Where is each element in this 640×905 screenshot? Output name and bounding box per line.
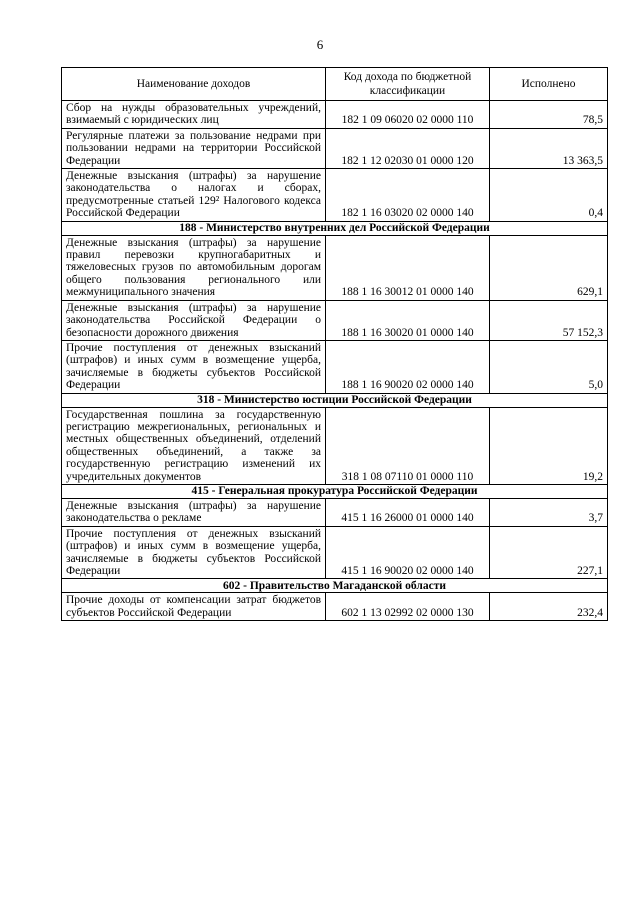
revenue-name: Денежные взыскания (штрафы) за нарушение законодательства о налогах и сборах, предусмотренные статьей 129² Налогового кодекса Российской Федерации (62, 169, 326, 222)
header-name: Наименование доходов (62, 68, 326, 101)
header-value: Исполнено (490, 68, 608, 101)
revenue-value: 3,7 (490, 498, 608, 526)
table-row (62, 340, 608, 393)
revenue-code: 415 1 16 26000 01 0000 140 (326, 498, 490, 526)
revenue-table (61, 67, 608, 621)
revenue-code: 188 1 16 30020 01 0000 140 (326, 300, 490, 340)
section-title: 318 - Министерство юстиции Российской Федерации (62, 393, 608, 407)
revenue-name: Денежные взыскания (штрафы) за нарушение правил перевозки крупногабаритных и тяжеловесных грузов по автомобильным дорогам общего пользования регионального или межмуниципального значения (62, 235, 326, 300)
revenue-code: 182 1 16 03020 02 0000 140 (326, 169, 490, 222)
revenue-value: 78,5 (490, 101, 608, 129)
revenue-name: Государственная пошлина за государственную регистрацию межрегиональных, региональных и местных общественных объединений, отделений общественных объединений, а также за государственную регистрацию изменений их учредительных документов (62, 407, 326, 484)
revenue-name: Прочие поступления от денежных взысканий (штрафов) и иных сумм в возмещение ущерба, зачисляемые в бюджеты субъектов Российской Федерации (62, 340, 326, 393)
revenue-name: Сбор на нужды образовательных учреждений, взимаемый с юридических лиц (62, 101, 326, 129)
section-row (62, 484, 608, 498)
revenue-name: Денежные взыскания (штрафы) за нарушение законодательства о рекламе (62, 498, 326, 526)
table-row (62, 300, 608, 340)
table-row (62, 593, 608, 621)
header-code: Код дохода по бюджетной классификации (326, 68, 490, 101)
table-row (62, 407, 608, 484)
revenue-value: 13 363,5 (490, 128, 608, 168)
section-title: 415 - Генеральная прокуратура Российской Федерации (62, 484, 608, 498)
revenue-value: 0,4 (490, 169, 608, 222)
revenue-code: 188 1 16 90020 02 0000 140 (326, 340, 490, 393)
section-row (62, 393, 608, 407)
table-header-row (62, 68, 608, 101)
revenue-value: 232,4 (490, 593, 608, 621)
revenue-code: 415 1 16 90020 02 0000 140 (326, 526, 490, 579)
revenue-code: 188 1 16 30012 01 0000 140 (326, 235, 490, 300)
revenue-code: 182 1 12 02030 01 0000 120 (326, 128, 490, 168)
revenue-value: 227,1 (490, 526, 608, 579)
revenue-name: Прочие поступления от денежных взысканий (штрафов) и иных сумм в возмещение ущерба, зачисляемые в бюджеты субъектов Российской Федерации (62, 526, 326, 579)
revenue-value: 5,0 (490, 340, 608, 393)
section-title: 188 - Министерство внутренних дел Российской Федерации (62, 221, 608, 235)
page-number: 6 (316, 37, 324, 52)
revenue-name: Денежные взыскания (штрафы) за нарушение законодательства Российской Федерации о безопасности дорожного движения (62, 300, 326, 340)
table-row (62, 235, 608, 300)
revenue-code: 318 1 08 07110 01 0000 110 (326, 407, 490, 484)
table-row (62, 128, 608, 168)
revenue-code: 602 1 13 02992 02 0000 130 (326, 593, 490, 621)
revenue-code: 182 1 09 06020 02 0000 110 (326, 101, 490, 129)
table-row (62, 526, 608, 579)
table-row (62, 169, 608, 222)
revenue-value: 57 152,3 (490, 300, 608, 340)
table-row (62, 498, 608, 526)
section-title: 602 - Правительство Магаданской области (62, 579, 608, 593)
section-row (62, 579, 608, 593)
revenue-name: Регулярные платежи за пользование недрами при пользовании недрами на территории Российской Федерации (62, 128, 326, 168)
revenue-value: 19,2 (490, 407, 608, 484)
revenue-value: 629,1 (490, 235, 608, 300)
table-row (62, 101, 608, 129)
revenue-name: Прочие доходы от компенсации затрат бюджетов субъектов Российской Федерации (62, 593, 326, 621)
section-row (62, 221, 608, 235)
